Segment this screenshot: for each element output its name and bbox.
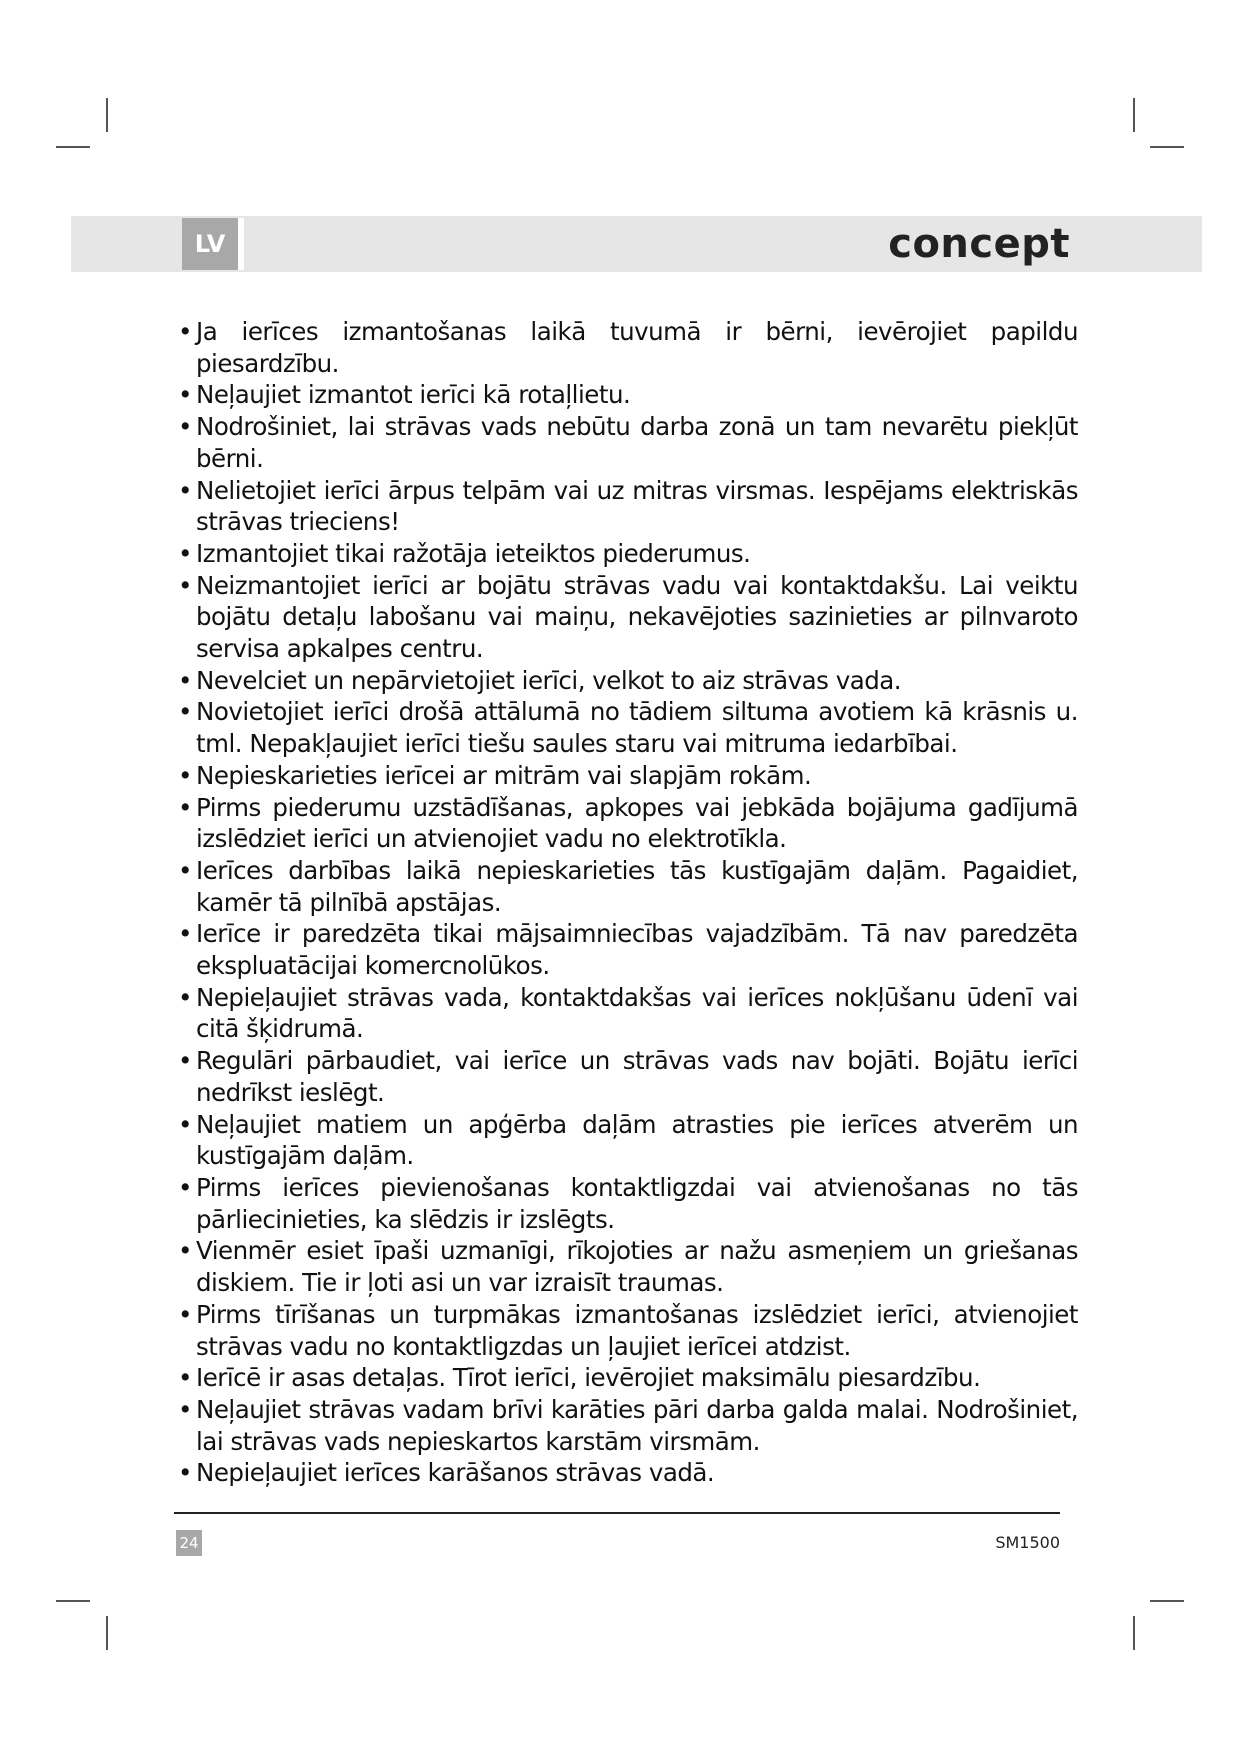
crop-mark [106, 1616, 108, 1650]
list-item: • Regulāri pārbaudiet, vai ierīce un strāvas vads nav bojāti. Bojātu ierīci nedrīkst ieslēgt. [178, 1045, 1078, 1108]
language-badge: LV [182, 218, 244, 270]
list-item: • Nepieļaujiet strāvas vada, kontaktdakšas vai ierīces nokļūšanu ūdenī vai citā šķidrumā. [178, 982, 1078, 1045]
page-number: 24 [176, 1530, 202, 1556]
crop-mark [1150, 1600, 1184, 1602]
list-item: • Pirms tīrīšanas un turpmākas izmantošanas izslēdziet ierīci, atvienojiet strāvas vadu no kontaktligzdas un ļaujiet ierīcei atdzist. [178, 1299, 1078, 1362]
footer-divider [174, 1512, 1060, 1514]
list-item: • Ierīces darbības laikā nepieskarieties tās kustīgajām daļām. Pagaidiet, kamēr tā pilnībā apstājas. [178, 855, 1078, 918]
list-item: • Pirms ierīces pievienošanas kontaktligzdai vai atvienošanas no tās pārliecinieties, ka slēdzis ir izslēgts. [178, 1172, 1078, 1235]
brand-logo: concept [888, 221, 1070, 267]
list-item: • Nelietojiet ierīci ārpus telpām vai uz mitras virsmas. Iespējams elektriskās strāvas trieciens! [178, 475, 1078, 538]
crop-mark [106, 98, 108, 132]
list-item: • Neizmantojiet ierīci ar bojātu strāvas vadu vai kontaktdakšu. Lai veiktu bojātu detaļu labošanu vai maiņu, nekavējoties sazinieties ar pilnvaroto servisa apkalpes centru. [178, 570, 1078, 665]
list-item: • Neļaujiet izmantot ierīci kā rotaļlietu. [178, 379, 1078, 411]
crop-mark [1133, 1616, 1135, 1650]
list-item: • Izmantojiet tikai ražotāja ieteiktos piederumus. [178, 538, 1078, 570]
instruction-list [178, 316, 1078, 1489]
list-item: • Pirms piederumu uzstādīšanas, apkopes vai jebkāda bojājuma gadījumā izslēdziet ierīci un atvienojiet vadu no elektrotīkla. [178, 792, 1078, 855]
crop-mark [56, 1600, 90, 1602]
list-item: • Nepieskarieties ierīcei ar mitrām vai slapjām rokām. [178, 760, 1078, 792]
model-number: SM1500 [995, 1533, 1060, 1552]
crop-mark [1133, 98, 1135, 132]
list-item: • Novietojiet ierīci drošā attālumā no tādiem siltuma avotiem kā krāsnis u. tml. Nepakļaujiet ierīci tiešu saules staru vai mitruma iedarbībai. [178, 696, 1078, 759]
list-item: • Nepieļaujiet ierīces karāšanos strāvas vadā. [178, 1457, 1078, 1489]
crop-mark [56, 146, 90, 148]
list-item: • Ierīcē ir asas detaļas. Tīrot ierīci, ievērojiet maksimālu piesardzību. [178, 1362, 1078, 1394]
list-item: • Ierīce ir paredzēta tikai mājsaimniecības vajadzībām. Tā nav paredzēta ekspluatācijai komercnolūkos. [178, 918, 1078, 981]
crop-mark [1150, 146, 1184, 148]
list-item: • Neļaujiet strāvas vadam brīvi karāties pāri darba galda malai. Nodrošiniet, lai strāvas vads nepieskartos karstām virsmām. [178, 1394, 1078, 1457]
list-item: • Vienmēr esiet īpaši uzmanīgi, rīkojoties ar nažu asmeņiem un griešanas diskiem. Tie ir ļoti asi un var izraisīt traumas. [178, 1235, 1078, 1298]
safety-instructions [178, 316, 1078, 1489]
list-item: • Neļaujiet matiem un apģērba daļām atrasties pie ierīces atverēm un kustīgajām daļām. [178, 1109, 1078, 1172]
list-item: • Nodrošiniet, lai strāvas vads nebūtu darba zonā un tam nevarētu piekļūt bērni. [178, 411, 1078, 474]
list-item: • Ja ierīces izmantošanas laikā tuvumā ir bērni, ievērojiet papildu piesardzību. [178, 316, 1078, 379]
list-item: • Nevelciet un nepārvietojiet ierīci, velkot to aiz strāvas vada. [178, 665, 1078, 697]
